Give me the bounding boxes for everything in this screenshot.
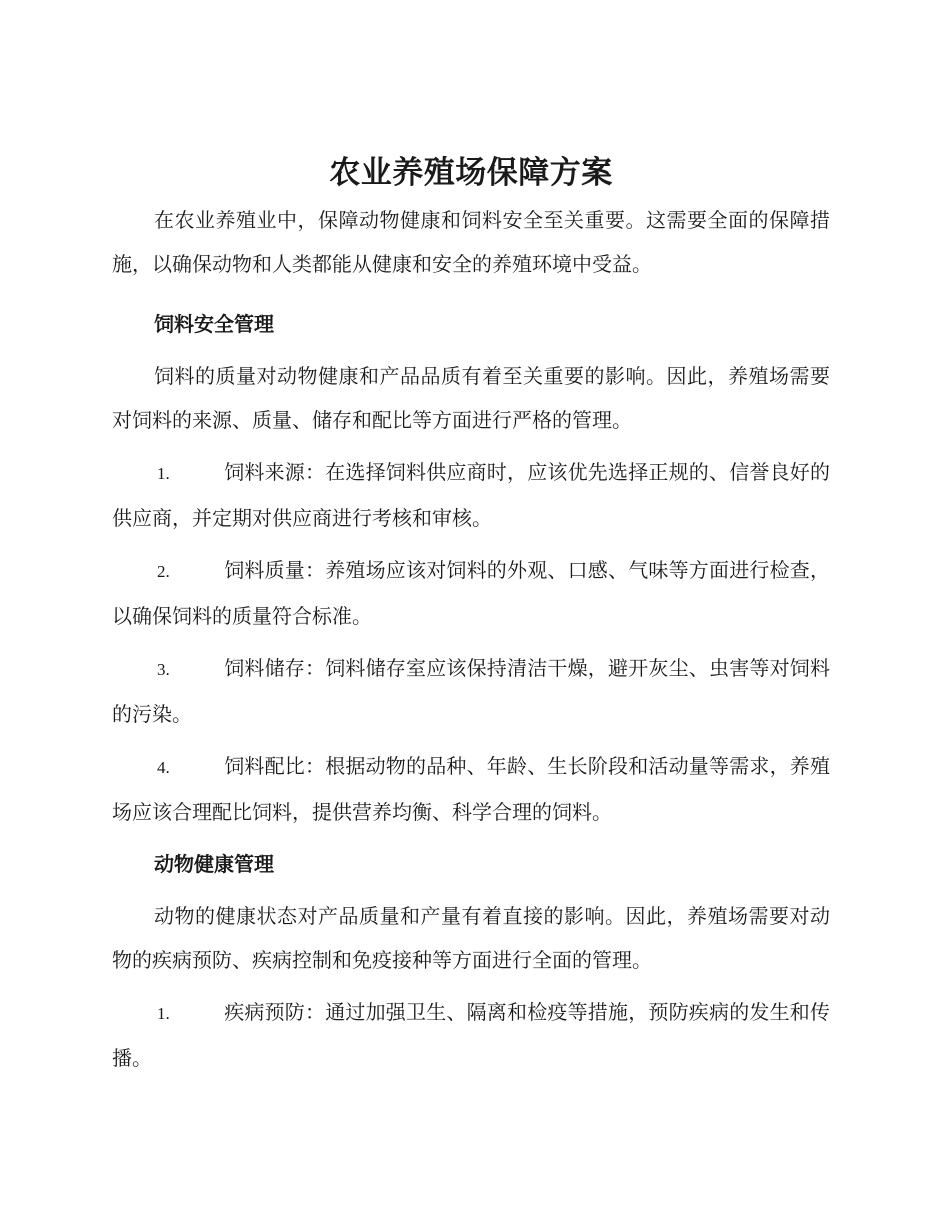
list-number: 3. xyxy=(157,660,170,679)
section-heading: 饲料安全管理 xyxy=(154,312,274,336)
intro-paragraph: 在农业养殖业中，保障动物健康和饲料安全至关重要。这需要全面的保障措施，以确保动物和人类都能从健康和安全的养殖环境中受益。 xyxy=(112,208,830,276)
list-item xyxy=(112,548,830,638)
document-page xyxy=(112,150,830,1088)
section-animal-health xyxy=(112,842,830,1080)
document-title: 农业养殖场保障方案 xyxy=(329,155,613,191)
section-paragraph: 动物的健康状态对产品质量和产量有着直接的影响。因此，养殖场需要对动物的疾病预防、疾病控制和免疫接种等方面进行全面的管理。 xyxy=(112,904,830,972)
list-number: 1. xyxy=(157,1004,170,1023)
section-heading: 动物健康管理 xyxy=(154,852,274,876)
list-number: 1. xyxy=(157,464,170,483)
section-feed-safety xyxy=(112,302,830,834)
list-text: 疾病预防：通过加强卫生、隔离和检疫等措施，预防疾病的发生和传播。 xyxy=(112,1000,830,1070)
list-text: 饲料配比：根据动物的品种、年龄、生长阶段和活动量等需求，养殖场应该合理配比饲料，提供营养均衡、科学合理的饲料。 xyxy=(112,754,830,824)
section-paragraph: 饲料的质量对动物健康和产品品质有着至关重要的影响。因此，养殖场需要对饲料的来源、质量、储存和配比等方面进行严格的管理。 xyxy=(112,364,830,432)
list-text: 饲料储存：饲料储存室应该保持清洁干燥，避开灰尘、虫害等对饲料的污染。 xyxy=(112,656,830,726)
list-text: 饲料来源：在选择饲料供应商时，应该优先选择正规的、信誉良好的供应商，并定期对供应商进行考核和审核。 xyxy=(112,460,830,530)
list-text: 饲料质量：养殖场应该对饲料的外观、口感、气味等方面进行检查，以确保饲料的质量符合标准。 xyxy=(112,558,830,628)
list-item xyxy=(112,744,830,834)
list-number: 2. xyxy=(157,562,170,581)
list-item xyxy=(112,990,830,1080)
list-item xyxy=(112,450,830,540)
list-item xyxy=(112,646,830,736)
list-number: 4. xyxy=(157,758,170,777)
